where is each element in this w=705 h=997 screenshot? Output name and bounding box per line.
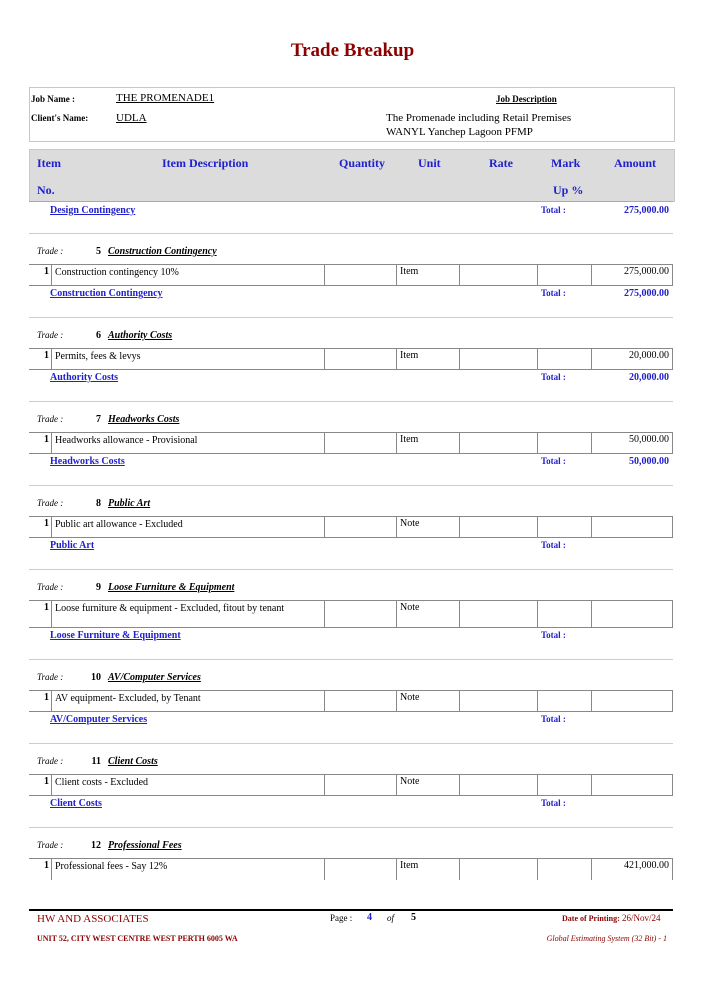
trade-total-bar (29, 537, 673, 568)
total-label: Total : (541, 630, 566, 640)
item-markup (538, 601, 592, 627)
trade-label: Trade : (37, 756, 64, 766)
trade-number: 7 (96, 414, 101, 425)
item-description: Client costs - Excluded (52, 775, 325, 795)
item-quantity (325, 265, 397, 285)
item-quantity (325, 775, 397, 795)
trade-total-bar (29, 627, 673, 658)
job-description-line2: WANYL Yanchep Lagoon PFMP (386, 126, 533, 138)
table-row (29, 774, 673, 796)
trade-name: AV/Computer Services (108, 672, 201, 683)
trade-total-amount: 275,000.00 (624, 288, 669, 299)
footer-system: Global Estimating System (32 Bit) - 1 (546, 934, 667, 943)
client-name-label: Client's Name: (31, 113, 89, 123)
trade-name: Loose Furniture & Equipment (108, 582, 235, 593)
trade-header (29, 485, 673, 516)
item-amount: 421,000.00 (592, 859, 673, 880)
item-unit: Item (397, 433, 460, 453)
job-name: THE PROMENADE1 (116, 92, 215, 104)
total-label: Total : (541, 288, 566, 298)
trade-name: Headworks Costs (108, 414, 180, 425)
item-number: 1 (29, 601, 52, 627)
trade-total-bar (29, 369, 673, 400)
item-rate (460, 601, 538, 627)
item-number: 1 (29, 859, 52, 880)
item-description: AV equipment- Excluded, by Tenant (52, 691, 325, 711)
total-label: Total : (541, 798, 566, 808)
item-quantity (325, 349, 397, 369)
trade-total-link[interactable]: Construction Contingency (50, 288, 163, 299)
trade-number: 11 (91, 756, 101, 767)
footer-page-label: Page : (330, 913, 353, 923)
trade-name: Professional Fees (108, 840, 182, 851)
item-quantity (325, 601, 397, 627)
item-markup (538, 265, 592, 285)
trade-name: Construction Contingency (108, 246, 217, 257)
item-unit: Item (397, 265, 460, 285)
item-markup (538, 775, 592, 795)
trade-header (29, 401, 673, 432)
item-unit: Note (397, 601, 460, 627)
trade-number: 12 (91, 840, 101, 851)
total-label: Total : (541, 540, 566, 550)
item-markup (538, 349, 592, 369)
col-item-no: No. (37, 183, 55, 197)
table-row (29, 432, 673, 454)
total-label: Total : (541, 714, 566, 724)
trade-header (29, 317, 673, 348)
item-rate (460, 691, 538, 711)
col-description: Item Description (162, 156, 249, 170)
item-quantity (325, 433, 397, 453)
client-name: UDLA (116, 112, 147, 124)
table-row (29, 516, 673, 538)
trade-name: Public Art (108, 498, 151, 509)
item-description: Permits, fees & levys (52, 349, 325, 369)
trade-number: 10 (91, 672, 101, 683)
col-item: Item (37, 156, 61, 170)
item-rate (460, 517, 538, 537)
trade-label: Trade : (37, 414, 64, 424)
item-amount: 50,000.00 (592, 433, 673, 453)
trade-number: 9 (96, 582, 101, 593)
total-label: Total : (541, 372, 566, 382)
item-amount: 275,000.00 (592, 265, 673, 285)
trade-total-amount: 50,000.00 (629, 456, 669, 467)
trade-header (29, 659, 673, 690)
trade-header (29, 743, 673, 774)
item-rate (460, 349, 538, 369)
item-number: 1 (29, 265, 52, 285)
table-row (29, 348, 673, 370)
trade-name: Client Costs (108, 756, 158, 767)
item-unit: Item (397, 349, 460, 369)
footer-date-label: Date of Printing: (562, 914, 620, 923)
job-description-line1: The Promenade including Retail Premises (386, 112, 572, 124)
col-rate: Rate (489, 156, 513, 170)
item-rate (460, 775, 538, 795)
item-description: Loose furniture & equipment - Excluded, fitout by tenant (52, 601, 325, 627)
item-markup (538, 691, 592, 711)
item-description: Construction contingency 10% (52, 265, 325, 285)
page-title: Trade Breakup (290, 40, 415, 61)
col-amount: Amount (614, 156, 657, 170)
table-row (29, 600, 673, 628)
trade-number: 6 (96, 330, 101, 341)
item-amount (592, 601, 673, 627)
trade-label: Trade : (37, 330, 64, 340)
col-quantity: Quantity (339, 156, 386, 170)
job-description-label: Job Description (496, 94, 557, 104)
item-amount (592, 691, 673, 711)
trade-number: 5 (96, 246, 101, 257)
trade-total-bar (29, 201, 673, 232)
item-number: 1 (29, 691, 52, 711)
trade-total-bar (29, 795, 673, 826)
trade-total-amount: 20,000.00 (629, 372, 669, 383)
trade-total-link[interactable]: AV/Computer Services (50, 714, 148, 725)
item-number: 1 (29, 349, 52, 369)
trade-header (29, 827, 673, 858)
footer-company: HW AND ASSOCIATES (37, 913, 149, 925)
trade-label: Trade : (37, 246, 64, 256)
trade-total-bar (29, 711, 673, 742)
job-info-box (29, 87, 675, 142)
trade-total-link[interactable]: Client Costs (50, 798, 102, 809)
trade-label: Trade : (37, 582, 64, 592)
item-rate (460, 433, 538, 453)
item-number: 1 (29, 433, 52, 453)
job-name-label: Job Name : (31, 94, 75, 104)
trade-label: Trade : (37, 672, 64, 682)
item-unit: Item (397, 859, 460, 880)
item-quantity (325, 859, 397, 880)
col-mark-up: Up % (553, 183, 584, 197)
item-amount (592, 517, 673, 537)
trade-total-amount: 275,000.00 (624, 205, 669, 216)
trade-total-link[interactable]: Headworks Costs (50, 456, 125, 467)
item-rate (460, 265, 538, 285)
footer-page-total: 5 (411, 912, 416, 923)
item-number: 1 (29, 775, 52, 795)
total-label: Total : (541, 205, 566, 215)
item-description: Public art allowance - Excluded (52, 517, 325, 537)
footer-address: UNIT 52, CITY WEST CENTRE WEST PERTH 6005 WA (37, 934, 238, 943)
trade-label: Trade : (37, 840, 64, 850)
item-amount (592, 775, 673, 795)
trade-total-link[interactable]: Authority Costs (50, 372, 119, 383)
item-unit: Note (397, 517, 460, 537)
item-amount: 20,000.00 (592, 349, 673, 369)
item-unit: Note (397, 775, 460, 795)
item-number: 1 (29, 517, 52, 537)
item-description: Professional fees - Say 12% (52, 859, 325, 880)
trade-total-bar (29, 453, 673, 484)
col-unit: Unit (418, 156, 441, 170)
trade-header (29, 233, 673, 264)
item-unit: Note (397, 691, 460, 711)
item-markup (538, 859, 592, 880)
trade-label: Trade : (37, 498, 64, 508)
trade-total-link[interactable]: Loose Furniture & Equipment (50, 630, 181, 641)
col-mark: Mark (551, 156, 581, 170)
trade-name: Authority Costs (108, 330, 173, 341)
item-description: Headworks allowance - Provisional (52, 433, 325, 453)
trade-number: 8 (96, 498, 101, 509)
item-markup (538, 433, 592, 453)
footer-of-label: of (387, 913, 395, 923)
table-row (29, 264, 673, 286)
trade-total-link[interactable]: Design Contingency (50, 205, 136, 216)
total-label: Total : (541, 456, 566, 466)
footer-divider (29, 909, 673, 911)
trade-total-link[interactable]: Public Art (50, 540, 95, 551)
item-markup (538, 517, 592, 537)
table-row (29, 858, 673, 880)
column-header (29, 149, 675, 202)
item-rate (460, 859, 538, 880)
footer-date: 26/Nov/24 (622, 913, 661, 923)
table-row (29, 690, 673, 712)
trade-total-bar (29, 285, 673, 316)
footer-page-number: 4 (367, 912, 372, 923)
item-quantity (325, 691, 397, 711)
item-quantity (325, 517, 397, 537)
trade-header (29, 569, 673, 600)
